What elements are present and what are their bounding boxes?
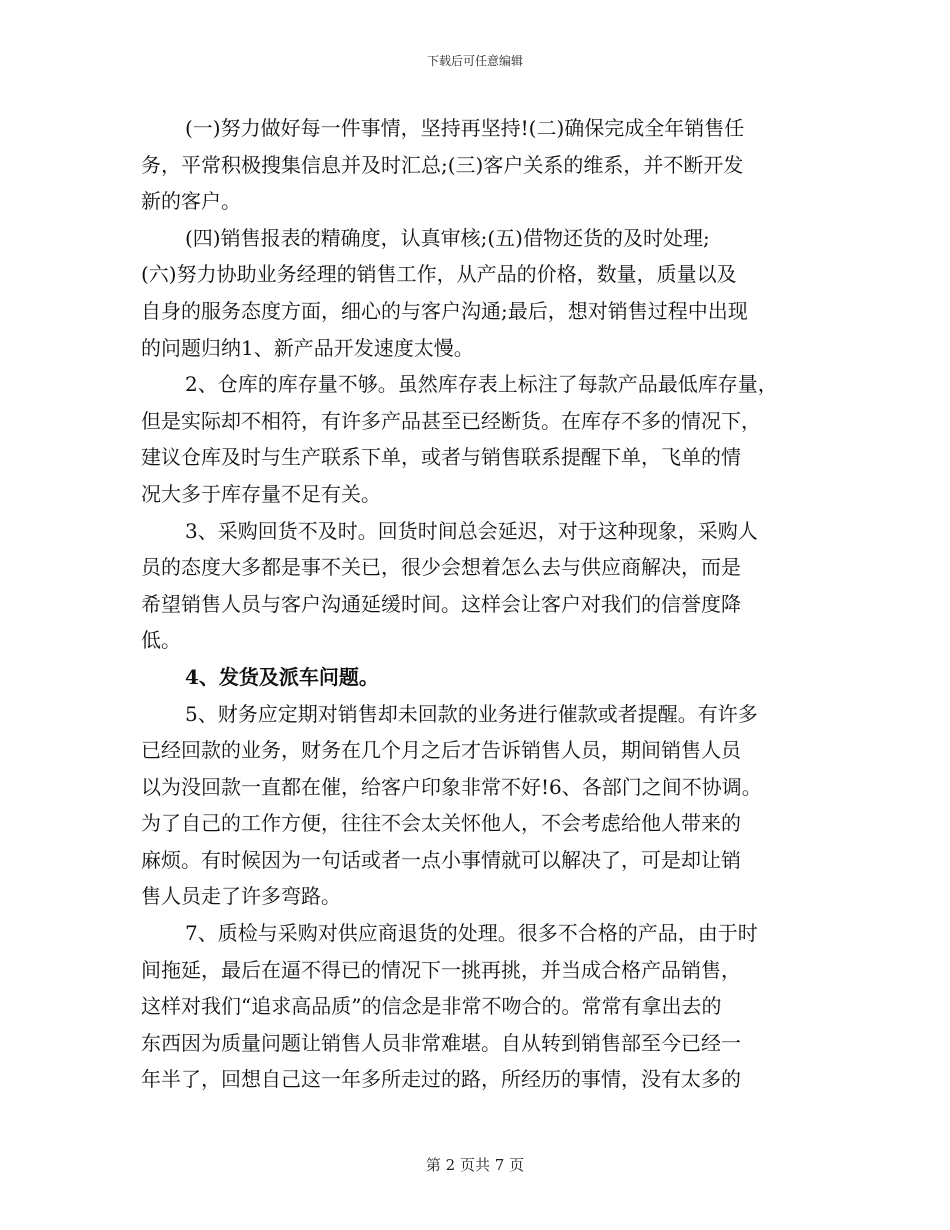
text-line: 间拖延，最后在逼不得已的情况下一挑再挑，并当成合格产品销售， — [141, 957, 741, 982]
text-line: 况大多于库存量不足有关。 — [141, 481, 381, 506]
text-line: (六)努力协助业务经理的销售工作，从产品的价格，数量，质量以及 — [141, 262, 737, 287]
text-line: 的问题归纳1、新产品开发速度太慢。 — [141, 335, 474, 360]
text-line: 麻烦。有时候因为一句话或者一点小事情就可以解决了，可是却让销 — [141, 847, 741, 872]
document-body — [141, 110, 811, 1098]
text-line: 5、财务应定期对销售却未回款的业务进行催款或者提醒。有许多 — [185, 701, 758, 726]
page-footer: 第 2 页共 7 页 — [425, 1156, 525, 1174]
text-line: 新的客户。 — [141, 189, 241, 214]
text-line: 年半了，回想自己这一年多所走过的路，所经历的事情，没有太多的 — [141, 1067, 741, 1092]
text-line: 务，平常积极搜集信息并及时汇总;(三)客户关系的维系，并不断开发 — [141, 152, 744, 177]
text-line: 员的态度大多都是事不关已，很少会想着怎么去与供应商解决，而是 — [141, 555, 741, 580]
text-line: 东西因为质量问题让销售人员非常难堪。自从转到销售部至今已经一 — [141, 1030, 741, 1055]
text-line: 3、采购回货不及时。回货时间总会延迟，对于这种现象，采购人 — [185, 518, 758, 543]
text-line: 2、仓库的库存量不够。虽然库存表上标注了每款产品最低库存量， — [185, 372, 778, 397]
text-line: 希望销售人员与客户沟通延缓时间。这样会让客户对我们的信誉度降 — [141, 591, 741, 616]
text-line: 7、质检与采购对供应商退货的处理。很多不合格的产品，由于时 — [185, 921, 758, 946]
text-line: 以为没回款一直都在催，给客户印象非常不好!6、各部门之间不协调。 — [141, 774, 762, 799]
text-line: (一)努力做好每一件事情，坚持再坚持!(二)确保完成全年销售任 — [185, 116, 745, 140]
text-line: 这样对我们“追求高品质”的信念是非常不吻合的。常常有拿出去的 — [141, 994, 722, 1019]
text-line: 低。 — [141, 628, 181, 653]
text-line: 为了自己的工作方便，往往不会太关怀他人，不会考虑给他人带来的 — [141, 811, 741, 836]
text-line: (四)销售报表的精确度，认真审核;(五)借物还货的及时处理; — [185, 225, 710, 250]
text-line: 售人员走了许多弯路。 — [141, 884, 341, 909]
section-heading: 4、发货及派车问题。 — [185, 664, 379, 689]
text-line: 但是实际却不相符，有许多产品甚至已经断货。在库存不多的情况下， — [141, 408, 761, 433]
page-header: 下载后可任意编辑 — [426, 54, 523, 68]
text-line: 自身的服务态度方面，细心的与客户沟通;最后，想对销售过程中出现 — [141, 298, 748, 323]
text-line: 已经回款的业务，财务在几个月之后才告诉销售人员，期间销售人员 — [141, 738, 741, 763]
text-line: 建议仓库及时与生产联系下单，或者与销售联系提醒下单，飞单的情 — [141, 445, 741, 470]
